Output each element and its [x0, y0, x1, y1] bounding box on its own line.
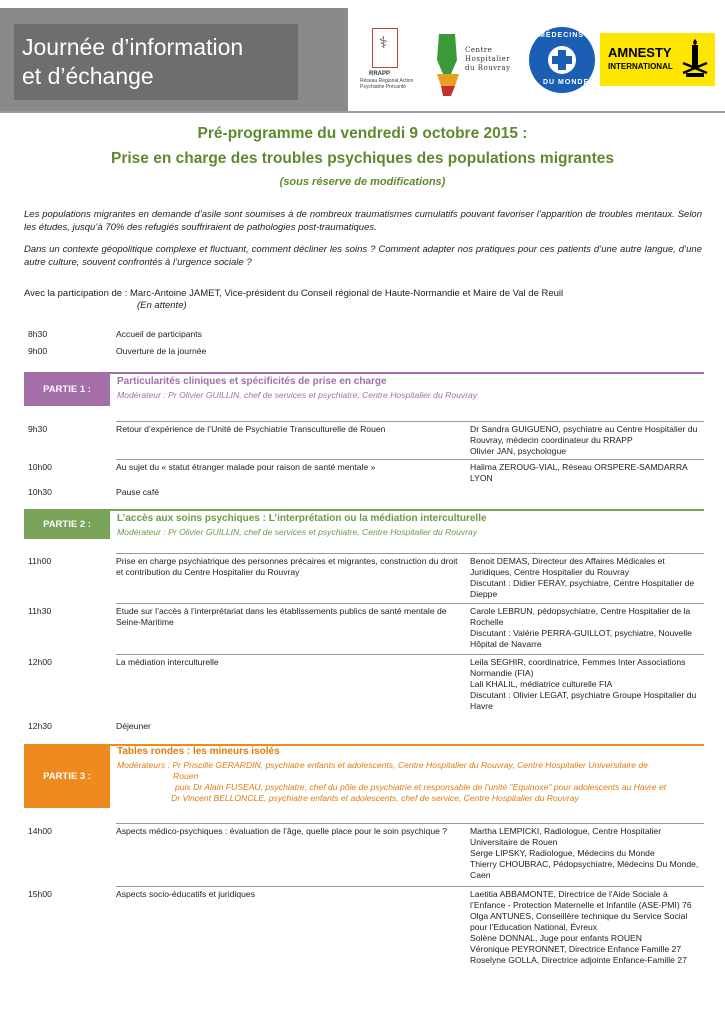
chr-rouvray-logo — [433, 30, 523, 102]
schedule-time: 12h00 — [28, 657, 52, 667]
part-3-label: PARTIE 3 : — [24, 744, 110, 808]
row-divider — [116, 823, 704, 824]
speakers: Benoit DEMAS, Directeur des Affaires Médicales et Juridiques, Centre Hospitalier du Rouvray Discutant : Didier FERAY, psychiatre, Centre Hospitalier de Dieppe — [470, 556, 695, 599]
schedule-item: Ouverture de la journée — [116, 346, 207, 356]
mdm-logo-top-text: MÉDECINS — [539, 32, 584, 39]
speakers: Carole LEBRUN, pédopsychiatre, Centre Hospitalier de la Rochelle Discutant : Valérie PERRA-GUILLOT, psychiatre, Nouvelle Hôpital de Navarre — [470, 606, 692, 649]
part-1-label: PARTIE 1 : — [24, 372, 110, 406]
schedule-item: Déjeuner — [116, 721, 151, 731]
row-divider — [116, 654, 704, 655]
schedule-time: 10h00 — [28, 462, 52, 472]
medecins-du-monde-logo — [529, 27, 595, 93]
part-1-title: Particularités cliniques et spécificités de prise en charge — [117, 376, 387, 387]
amnesty-logo — [600, 33, 715, 86]
event-title-line-2: et d’échange — [22, 63, 154, 89]
schedule-item: Prise en charge psychiatrique des personnes précaires et migrantes, construction du droit et contribution du Centre Hospitalier du Rouvray — [116, 556, 458, 577]
program-note: (sous réserve de modifications) — [279, 176, 446, 188]
speakers: Leila SEGHIR, coordinatrice, Femmes Inter Associations Normandie (FIA) Lali KHALIL, médiatrice culturelle FIA Discutant : Olivier LEGAT, psychiatre Groupe Hospitalier du Havre — [470, 657, 697, 711]
intro-paragraph-1: Les populations migrantes en demande d’asile sont soumises à de nombreux traumatismes cumulatifs pouvant favoriser l’apparition de troubles mentaux. Selon les études, jusqu’à 70% des refugiés souffriraient de pathologies post-traumatiques. — [24, 209, 702, 233]
part-1-moderator: Modérateur : Pr Olivier GUILLIN, chef de services et psychiatre, Centre Hospitalier du Rouvray — [117, 390, 478, 400]
schedule-item: Retour d’expérience de l’Unité de Psychiatrie Transculturelle de Rouen — [116, 424, 386, 434]
header-divider — [0, 111, 725, 113]
rrapp-logo-mark: ⚕ — [372, 28, 398, 68]
event-title-line-1: Journée d’information — [22, 34, 244, 60]
speakers: Martha LEMPICKI, Radiologue, Centre Hospitalier Universitaire de Rouen Serge LIPSKY, Radiologue, Médecins du Monde Thierry CHOUBRAC, Pédopsychiatre, Médecins Du Monde, Caen — [470, 826, 699, 880]
chr-rouvray-name — [465, 46, 511, 73]
row-divider — [116, 603, 704, 604]
participation — [24, 288, 563, 312]
schedule-item: Aspects médico-psychiques : évaluation de l’âge, quelle place pour le soin psychique ? — [116, 826, 448, 836]
event-title — [22, 33, 243, 91]
schedule-item: Etude sur l’accès à l’interprétariat dans les établissements publics de santé mentale de Seine-Maritime — [116, 606, 447, 627]
schedule-time: 14h00 — [28, 826, 52, 836]
part-3-moderators — [117, 760, 707, 804]
speakers: Dr Sandra GUIGUENO, psychiatre au Centre Hospitalier du Rouvray, médecin coordinateur du RRAPP Olivier JAN, psychologue — [470, 424, 698, 456]
chr-rouvray-line-3: du Rouvray — [465, 64, 511, 72]
rrapp-logo — [360, 24, 422, 94]
part-3-moderator-line: Rouen — [173, 771, 199, 781]
part-2-rule — [110, 509, 704, 511]
part-3-moderator-line: puis Dr Alain FUSEAU, psychiatre, chef du pôle de psychiatrie et responsable de l’unité "Equinoxe" pour adolescents au Havre et — [175, 782, 667, 792]
participation-status: (En attente) — [137, 300, 187, 311]
candle-icon — [680, 39, 710, 81]
schedule-time: 8h30 — [28, 329, 48, 339]
schedule-time: 9h30 — [28, 424, 48, 434]
row-divider — [116, 421, 704, 422]
schedule-time: 10h30 — [28, 487, 52, 497]
part-2-label: PARTIE 2 : — [24, 509, 110, 539]
speakers: Laetitia ABBAMONTE, Directrice de l’Aide Sociale à l’Enfance - Protection Maternelle et Infantile (ASE-PMI) 76 Olga ANTUNES, Conseillère technique du Service Social pour l’Education National, Évreux Solène DONNAL, Juge pour enfants ROUEN Véronique PEYRONNET, Directrice Enfance Famille 27 Roselyne GOLLA, Directrice adjointe Enfance-Famille 27 — [470, 889, 692, 965]
schedule-time: 15h00 — [28, 889, 52, 899]
chr-rouvray-line-2: Hospitalier — [465, 55, 511, 63]
amnesty-logo-line-1: AMNESTY — [608, 45, 672, 60]
schedule-time: 9h00 — [28, 346, 48, 356]
part-1-rule — [110, 372, 704, 374]
schedule-item: Pause café — [116, 487, 159, 497]
chr-rouvray-mark-icon — [433, 30, 463, 98]
mdm-cross-icon-bar — [552, 56, 572, 64]
schedule-time: 11h30 — [28, 606, 52, 616]
row-divider — [116, 886, 704, 887]
part-2-title: L’accès aux soins psychiques : L’interprétation ou la médiation interculturelle — [117, 513, 487, 524]
mdm-logo-bottom-text: DU MONDE — [543, 79, 590, 86]
schedule-item: Au sujet du « statut étranger malade pour raison de santé mentale » — [116, 462, 376, 472]
participation-text: Avec la participation de : Marc-Antoine JAMET, Vice-président du Conseil régional de Haute-Normandie et Maire de Val de Reuil — [24, 288, 564, 299]
part-2-moderator: Modérateur : Pr Olivier GUILLIN, chef de services et psychiatre, Centre Hospitalier du Rouvray — [117, 527, 478, 537]
chr-rouvray-line-1: Centre — [465, 46, 493, 54]
schedule-time: 12h30 — [28, 721, 52, 731]
schedule-item: Aspects socio-éducatifs et juridiques — [116, 889, 256, 899]
schedule-time: 11h00 — [28, 556, 52, 566]
intro-paragraph-2: Dans un contexte géopolitique complexe et fluctuant, comment décliner les soins ? Comment adapter nos pratiques pour ces patients d’une autre langue, d’une autre culture, souvent confrontés à l’urgence sociale ? — [24, 244, 702, 268]
speakers: Halima ZEROUG-VIAL, Réseau ORSPERE-SAMDARRA LYON — [470, 462, 688, 483]
part-3-moderator-line: Modérateurs : Pr Priscille GERARDIN, psychiatre enfants et adolescents, Centre Hospitalier du Rouvray, Centre Hospitalier Universitaire de — [117, 760, 648, 770]
row-divider — [116, 553, 704, 554]
rrapp-logo-name: RRAPP — [369, 71, 391, 77]
part-3-title: Tables rondes : les mineurs isolés — [117, 746, 280, 757]
schedule-item: La médiation interculturelle — [116, 657, 219, 667]
part-3-moderator-line: Dr Vincent BELLONCLE, psychiatre enfants et adolescents, chef de service, Centre Hospitalier du Rouvray — [171, 793, 579, 803]
rrapp-logo-subtitle: Réseau Régional Action Psychiatrie Précarité — [360, 78, 414, 90]
amnesty-logo-line-2: INTERNATIONAL — [608, 62, 673, 71]
row-divider — [116, 459, 704, 460]
schedule-item: Accueil de participants — [116, 329, 202, 339]
program-subtitle: Prise en charge des troubles psychiques des populations migrantes — [110, 150, 615, 167]
program-title: Pré-programme du vendredi 9 octobre 2015 : — [197, 125, 528, 142]
